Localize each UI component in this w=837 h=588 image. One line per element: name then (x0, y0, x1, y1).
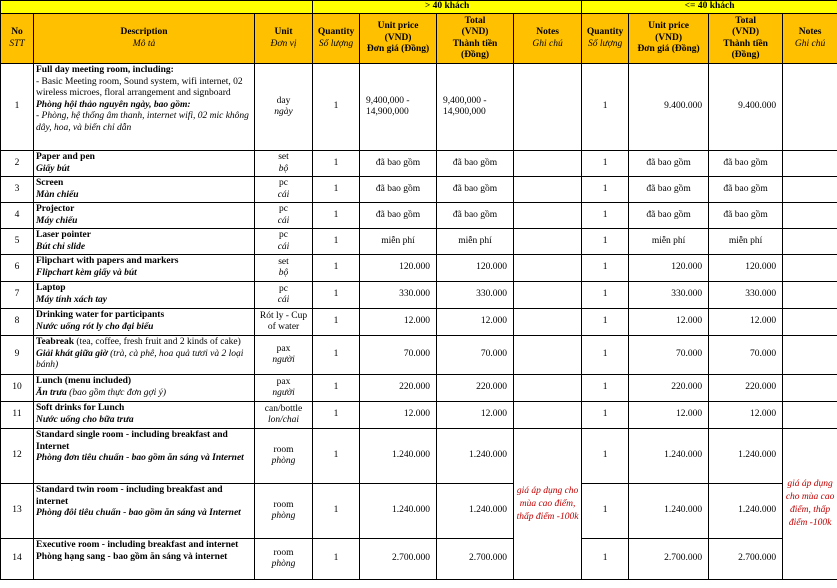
row-unit: pc cái (255, 177, 313, 203)
row-price-2: 2.700.000 (629, 539, 709, 580)
row-qty-1: 1 (313, 402, 360, 429)
row-total-1: miễn phí (437, 229, 514, 255)
room-note-1: giá áp dụng cho mùa cao điểm, thấp điểm -100k (514, 429, 582, 580)
row-price-1: 1.240.000 (360, 484, 437, 539)
row-qty-2: 1 (582, 151, 629, 177)
row-total-1: 12.000 (437, 309, 514, 336)
row-unit: pc cái (255, 203, 313, 229)
table-row (1, 203, 837, 229)
row-total-1: đã bao gồm (437, 151, 514, 177)
row-notes-2 (783, 402, 837, 429)
row-qty-1: 1 (313, 429, 360, 484)
table-row (1, 64, 837, 151)
row-no: 3 (1, 177, 34, 203)
row-notes-1 (514, 203, 582, 229)
row-total-1: đã bao gồm (437, 177, 514, 203)
row-qty-1: 1 (313, 229, 360, 255)
row-description: Flipchart with papers and markers Flipchart kèm giấy và bút (34, 255, 255, 282)
row-qty-1: 1 (313, 151, 360, 177)
table-row (1, 151, 837, 177)
row-description: Paper and pen Giấy bút (34, 151, 255, 177)
row-no: 2 (1, 151, 34, 177)
row-no: 9 (1, 336, 34, 375)
row-unit: can/bottle lon/chai (255, 402, 313, 429)
row-price-1: đã bao gồm (360, 177, 437, 203)
row-total-2: đã bao gồm (709, 151, 783, 177)
row-notes-1 (514, 375, 582, 402)
row-no: 13 (1, 484, 34, 539)
row-no: 11 (1, 402, 34, 429)
table-row (1, 309, 837, 336)
row-price-2: 120.000 (629, 255, 709, 282)
row-price-2: 12.000 (629, 309, 709, 336)
row-total-1: đã bao gồm (437, 203, 514, 229)
col-no: No STT (1, 14, 34, 64)
row-qty-2: 1 (582, 282, 629, 309)
col-notes-1: Notes Ghi chú (514, 14, 582, 64)
row-total-1: 2.700.000 (437, 539, 514, 580)
row-unit: pc cái (255, 229, 313, 255)
row-total-1: 120.000 (437, 255, 514, 282)
row-notes-1 (514, 309, 582, 336)
row-qty-1: 1 (313, 64, 360, 151)
col-total-1: Total (VND) Thành tiền (Đồng) (437, 14, 514, 64)
row-unit: room phòng (255, 539, 313, 580)
row-unit: set bộ (255, 151, 313, 177)
row-price-2: 70.000 (629, 336, 709, 375)
row-price-2: 1.240.000 (629, 429, 709, 484)
row-qty-2: 1 (582, 402, 629, 429)
row-price-1: 120.000 (360, 255, 437, 282)
row-price-1: 2.700.000 (360, 539, 437, 580)
row-total-2: 220.000 (709, 375, 783, 402)
row-price-1: 9,400,000 - 14,900,000 (360, 64, 437, 151)
room-note-2: giá áp dụng cho mùa cao điểm, thấp điểm -100k (783, 429, 837, 580)
row-qty-2: 1 (582, 255, 629, 282)
row-qty-2: 1 (582, 336, 629, 375)
row-total-1: 330.000 (437, 282, 514, 309)
row-description: Laptop Máy tính xách tay (34, 282, 255, 309)
row-qty-2: 1 (582, 229, 629, 255)
row-notes-1 (514, 177, 582, 203)
row-notes-1 (514, 255, 582, 282)
row-unit: room phòng (255, 429, 313, 484)
row-description: Standard twin room - including breakfast and internet Phòng đôi tiêu chuẩn - bao gồm ăn sáng và Internet (34, 484, 255, 539)
row-total-1: 70.000 (437, 336, 514, 375)
row-qty-2: 1 (582, 375, 629, 402)
row-total-2: 12.000 (709, 309, 783, 336)
row-total-2: 70.000 (709, 336, 783, 375)
row-notes-2 (783, 64, 837, 151)
table-row (1, 402, 837, 429)
row-qty-1: 1 (313, 255, 360, 282)
row-notes-2 (783, 309, 837, 336)
row-total-2: đã bao gồm (709, 177, 783, 203)
row-price-1: 12.000 (360, 309, 437, 336)
table-row (1, 336, 837, 375)
row-notes-2 (783, 229, 837, 255)
row-qty-2: 1 (582, 309, 629, 336)
row-notes-2 (783, 255, 837, 282)
row-qty-1: 1 (313, 484, 360, 539)
row-notes-1 (514, 402, 582, 429)
row-total-2: miễn phí (709, 229, 783, 255)
row-notes-2 (783, 203, 837, 229)
row-total-1: 9,400,000 - 14,900,000 (437, 64, 514, 151)
table-row (1, 539, 837, 580)
table-row (1, 229, 837, 255)
row-qty-1: 1 (313, 177, 360, 203)
row-total-2: 2.700.000 (709, 539, 783, 580)
col-unit-price-2: Unit price (VND) Đơn giá (Đồng) (629, 14, 709, 64)
row-description: Executive room - including breakfast and internet Phòng hạng sang - bao gồm ăn sáng và internet (34, 539, 255, 580)
row-total-2: 1.240.000 (709, 484, 783, 539)
row-notes-2 (783, 151, 837, 177)
row-price-1: 12.000 (360, 402, 437, 429)
row-notes-1 (514, 151, 582, 177)
col-unit: Unit Đơn vị (255, 14, 313, 64)
row-no: 5 (1, 229, 34, 255)
row-no: 12 (1, 429, 34, 484)
row-qty-1: 1 (313, 539, 360, 580)
row-no: 14 (1, 539, 34, 580)
group-header-under40: <= 40 khách (582, 1, 837, 14)
row-price-2: đã bao gồm (629, 177, 709, 203)
row-description: Drinking water for participants Nước uống rót ly cho đại biểu (34, 309, 255, 336)
row-unit: pc cái (255, 282, 313, 309)
row-qty-1: 1 (313, 375, 360, 402)
row-description: Projector Máy chiếu (34, 203, 255, 229)
row-total-1: 220.000 (437, 375, 514, 402)
row-price-2: đã bao gồm (629, 151, 709, 177)
row-unit: pax người (255, 336, 313, 375)
row-qty-1: 1 (313, 336, 360, 375)
row-total-1: 1.240.000 (437, 429, 514, 484)
col-total-2: Total (VND) Thành tiền (Đồng) (709, 14, 783, 64)
row-notes-1 (514, 282, 582, 309)
table-row (1, 282, 837, 309)
group-header-blank (1, 1, 313, 14)
row-price-1: 330.000 (360, 282, 437, 309)
row-notes-2 (783, 282, 837, 309)
col-quantity-2: Quantity Số lượng (582, 14, 629, 64)
row-notes-1 (514, 64, 582, 151)
table-row (1, 484, 837, 539)
row-price-2: miễn phí (629, 229, 709, 255)
row-notes-1 (514, 336, 582, 375)
row-unit: pax người (255, 375, 313, 402)
row-unit: set bộ (255, 255, 313, 282)
col-quantity-1: Quantity Số lượng (313, 14, 360, 64)
row-qty-2: 1 (582, 539, 629, 580)
row-total-2: đã bao gồm (709, 203, 783, 229)
row-qty-1: 1 (313, 309, 360, 336)
row-price-1: 70.000 (360, 336, 437, 375)
row-unit: room phòng (255, 484, 313, 539)
row-price-1: đã bao gồm (360, 203, 437, 229)
row-price-1: 1.240.000 (360, 429, 437, 484)
row-no: 10 (1, 375, 34, 402)
row-qty-2: 1 (582, 203, 629, 229)
col-notes-2: Notes Ghi chú (783, 14, 837, 64)
table-row (1, 375, 837, 402)
row-unit: day ngày (255, 64, 313, 151)
row-qty-2: 1 (582, 64, 629, 151)
row-price-2: 9.400.000 (629, 64, 709, 151)
row-notes-2 (783, 336, 837, 375)
row-description: Soft drinks for Lunch Nước uống cho bữa trưa (34, 402, 255, 429)
row-price-1: đã bao gồm (360, 151, 437, 177)
row-qty-2: 1 (582, 177, 629, 203)
group-header-over40: > 40 khách (313, 1, 582, 14)
col-description: Description Mô tả (34, 14, 255, 64)
row-price-2: 1.240.000 (629, 484, 709, 539)
row-notes-1 (514, 229, 582, 255)
row-price-1: miễn phí (360, 229, 437, 255)
table-row (1, 177, 837, 203)
row-total-1: 12.000 (437, 402, 514, 429)
row-no: 7 (1, 282, 34, 309)
table-row (1, 255, 837, 282)
row-description: Full day meeting room, including: - Basic Meeting room, Sound system, wifi internet, 02 wireless microes, floral arrangement and signboard Phòng hội thảo nguyên ngày, bao gồm: - Phòng, hệ thống âm thanh, internet wifi, 02 mic không dây, hoa, và biển chỉ dẫn (34, 64, 255, 151)
row-total-2: 9.400.000 (709, 64, 783, 151)
row-price-2: 330.000 (629, 282, 709, 309)
row-description: Standard single room - including breakfast and Internet Phòng đơn tiêu chuẩn - bao gồm ăn sáng và Internet (34, 429, 255, 484)
row-description: Lunch (menu included) Ăn trưa (bao gồm thực đơn gợi ý) (34, 375, 255, 402)
row-no: 1 (1, 64, 34, 151)
row-total-2: 12.000 (709, 402, 783, 429)
row-total-2: 330.000 (709, 282, 783, 309)
row-total-1: 1.240.000 (437, 484, 514, 539)
row-notes-2 (783, 375, 837, 402)
row-no: 6 (1, 255, 34, 282)
row-unit: Rót ly - Cup of water (255, 309, 313, 336)
row-description: Laser pointer Bút chỉ slide (34, 229, 255, 255)
col-unit-price-1: Unit price (VND) Đơn giá (Đồng) (360, 14, 437, 64)
row-qty-2: 1 (582, 429, 629, 484)
row-qty-2: 1 (582, 484, 629, 539)
row-description: Teabreak (tea, coffee, fresh fruit and 2 kinds of cake) Giải khát giữa giờ (trà, cà phê, hoa quả tươi và 2 loại bánh) (34, 336, 255, 375)
row-qty-1: 1 (313, 203, 360, 229)
row-price-2: đã bao gồm (629, 203, 709, 229)
row-no: 4 (1, 203, 34, 229)
row-no: 8 (1, 309, 34, 336)
row-notes-2 (783, 177, 837, 203)
row-qty-1: 1 (313, 282, 360, 309)
row-price-2: 220.000 (629, 375, 709, 402)
table-row (1, 429, 837, 484)
row-total-2: 120.000 (709, 255, 783, 282)
row-price-1: 220.000 (360, 375, 437, 402)
row-description: Screen Màn chiếu (34, 177, 255, 203)
row-price-2: 12.000 (629, 402, 709, 429)
row-total-2: 1.240.000 (709, 429, 783, 484)
